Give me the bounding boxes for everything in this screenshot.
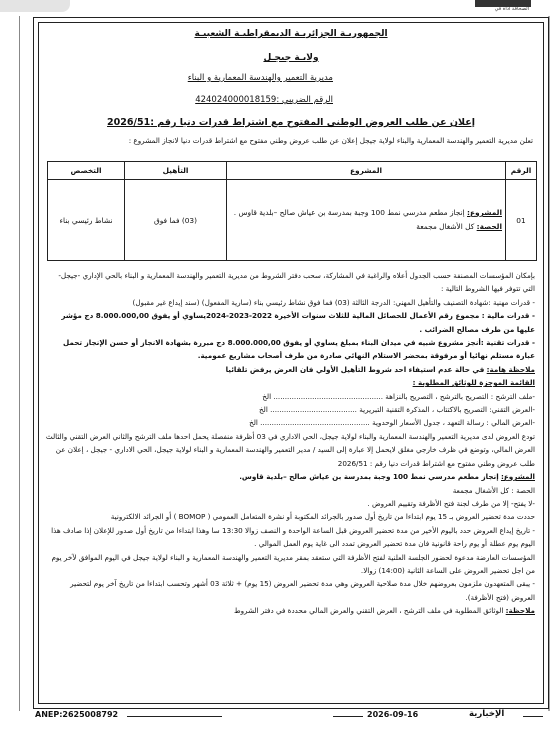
table-row xyxy=(48,180,537,261)
adjacent-column-edge xyxy=(0,16,20,711)
row-project xyxy=(227,180,506,261)
row-specialty: نشاط رئيسي بناء xyxy=(48,180,125,261)
footer-rule-left xyxy=(127,716,222,717)
paragraph-opening-rule: -لا يفتح- إلا من طرف لجنة فتح الأظرفة وتقييم العروض . xyxy=(367,498,535,508)
footer-rule-middle xyxy=(333,716,363,717)
important-note xyxy=(45,363,535,376)
important-note-label: ملاحظة هامة: xyxy=(486,364,535,374)
row-number: 01 xyxy=(506,180,537,261)
project-text: إنجاز مطعم مدرسي نمط 100 وجبة بمدرسة بن عياش صالح –بلدية قاوس . xyxy=(233,208,465,217)
logo-tagline: الصحافة أداة في xyxy=(494,6,529,12)
top-left-banner xyxy=(0,0,70,12)
project-repeat-text: إنجاز مطعم مدرسي نمط 100 وجبة بمدرسة بن عياش صالح –بلدية قاوس. xyxy=(239,472,499,482)
republic-heading: الجمهوريـة الجزائريـة الديمقراطيـة الشعبيـة xyxy=(194,29,388,39)
announcement-document xyxy=(38,22,544,704)
paragraph-professional-capacity: - قدرات مهنية :شهادة التصنيف والتأهيل المهني: الدرجة الثالثة (03) فما فوق نشاط رئيسي بناء (سارية المفعول) (سند إيداع غير مقبول) xyxy=(132,297,535,307)
top-strip xyxy=(0,0,551,13)
project-repeat-label: المشروع: xyxy=(500,472,535,482)
list-item: -ملف الترشح : التصريح بالترشح ، التصريح بالنزاهة ................................................ الخ xyxy=(262,391,535,401)
paragraph-opening-session: المؤسسات العارضة مدعوة لحضور الجلسة العلنية لفتح الأظرفة التي ستعقد بمقر مديرية التعمير والهندسة المعمارية و البناء لولاية جيجل في اليوم الموافق لآخر يوم من اجل تحضير العروض على الساعة الثانية (14:00) زوالا. xyxy=(51,552,535,575)
list-item: -العرض التقني: التصريح بالاكتتاب ، المذكرة التقنية التبريرية ...................................... الخ xyxy=(259,405,535,415)
paragraph-deposit-date: - تاريخ إيداع العروض حدد باليوم الأخير من مدة تحضير العروض قبل الساعة الواحدة و النصف زوالا 13:30 سا وهذا ابتداءا من تاريخ أول صدور للإعلان إذا صادف هذا اليوم يوم عطلة أو يوم راحة قانونية فان مدة تحضير العروض تمدد الى غاية يوم العمل الموالي . xyxy=(51,525,535,549)
important-note-text: في حالة عدم استيفاء احد شروط التأهيل الأولي فان العرض يرفض تلقائيا xyxy=(225,364,485,374)
col-header-specialty: التخصص xyxy=(48,162,125,180)
row-qualification: (03) فما فوق xyxy=(125,180,227,261)
final-note xyxy=(45,604,535,617)
paragraph-preparation-period: حددت مدة تحضير العروض بـ 15 يوم ابتداءا من تاريخ أول صدور بالجرائد المكتوبة أو نشرة المتعامل العمومي ( BOMOP ) أو الجرائد الالكترونية xyxy=(110,512,535,522)
col-header-number: الرقم xyxy=(506,162,537,180)
lot-repeat: الحصة : كل الأشغال مجمعة xyxy=(452,485,535,495)
intro-text: تعلن مديرية التعمير والهندسة المعمارية والبناء لولاية جيجل إعلان عن طلب عروض وطني مفتوح مع اشتراط قدرات دنيا لانجاز المشروع : xyxy=(128,136,533,145)
announcement-title: إعلان عن طلب العروض الوطني المفتوح مع اشتراط قدرات دنيا رقم :2026/51 xyxy=(107,117,475,128)
paragraph-validity: - يبقى المتعهدون ملزمون بعروضهم خلال مدة صلاحية العروض وهي مدة تحضير العروض (15 يوم) + ثلاثة 03 أشهر وتحسب ابتداءا من تاريخ آخر يوم لتحضير العروض (فتح الأظرفة). xyxy=(70,579,535,602)
paragraph-financial-capacity: - قدرات مالية : مجموع رقم الأعمال للحصائل المالية للثلاث سنوات الأخيرة 2022-2023-2024يساوي أو يفوق 8.000.000,00 دج مؤشر عليها من طرف مصالح الضرائب . xyxy=(61,311,535,334)
lot-label: الحصة: xyxy=(476,222,502,231)
col-header-qualification: التأهيل xyxy=(125,162,227,180)
page-footer xyxy=(33,708,547,726)
paragraph-technical-capacity: - قدرات تقنية :أنجز مشروع شبيه في ميدان البناء بمبلغ يساوي أو يفوق 8.000.000,00 دج مبررة بشهادة الانجاز أو حسن الإنجاز تحمل عبارة مستلم نهائيا أو مرفوقة بمحضر الاستلام النهائي صادرة من طرف أصحاب مشاريع عمومية. xyxy=(63,338,535,361)
footer-date: 2026-09-16 xyxy=(367,710,419,719)
final-note-text: الوثائق المطلوبة في ملف الترشح ، العرض التقني والعرض المالي محددة في دفتر الشروط xyxy=(233,606,504,616)
wilaya-heading: ولايـة جيجـل xyxy=(263,53,319,63)
tax-id: الرقم الضريبي :424024000018159 xyxy=(195,95,333,105)
final-note-label: ملاحظة: xyxy=(505,606,535,616)
anep-reference: ANEP:2625008792 xyxy=(35,710,119,719)
project-label: المشروع: xyxy=(467,208,502,217)
paragraph-submission: تودع العروض لدى مديرية التعمير والهندسة المعمارية والبناء لولاية جيجل، الحي الاداري في 03 أظرفة منفصلة يحمل احدها ملف الترشح والثاني العرض التقني والثالث العرض المالي، وتوضع في ظرف خارجي مغلق لايحمل إلا عبارة إلى السيد / مدير التعمير والهندسة المعمارية و البناء لولاية جيجل، الحي الاداري - جيجل ، إعلان عن طلب عروض وطني مفتوح مع اشتراط قدرات دنيا رقم : 2026/51 xyxy=(45,431,535,468)
list-item: -العرض المالي : رسالة التعهد ، جدول الأسعار الوحدوية ................................................ الخ xyxy=(249,418,535,428)
directorate-heading: مديرية التعمير والهندسة المعمارية و البناء xyxy=(187,73,333,83)
project-table xyxy=(47,161,537,261)
lot-text: كل الأشغال مجمعة xyxy=(416,222,475,231)
footer-rule-right xyxy=(523,716,543,717)
announcement-body xyxy=(45,269,535,618)
documents-heading: القائمة الموجزة للوثائق المطلوبة : xyxy=(412,378,535,388)
newspaper-name: الإخبارية xyxy=(469,709,505,719)
table-header-row xyxy=(48,162,537,180)
newspaper-logo xyxy=(431,0,531,12)
project-repeat xyxy=(45,470,535,483)
col-header-project: المشروع xyxy=(227,162,506,180)
documents-list xyxy=(45,390,535,430)
paragraph-eligibility: بإمكان المؤسسات المصنفة حسب الجدول أعلاه والراغبة في المشاركة، سحب دفتر الشروط من مديرية التعمير والهندسة المعمارية و البناء بالحي الإداري -جيجل- التي تتوفر فيها الشروط التالية : xyxy=(58,271,535,294)
